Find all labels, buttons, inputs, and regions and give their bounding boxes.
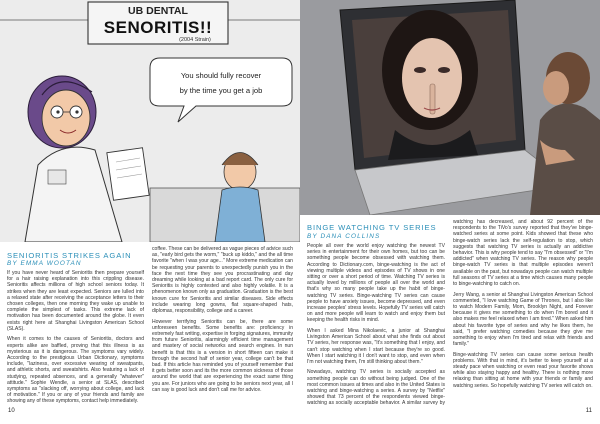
senioritis-comic	[0, 0, 300, 242]
laptop-screen	[340, 0, 525, 170]
left-article-byline: BY EMMA WOOTAN	[7, 260, 82, 267]
left-article-headline: SENIORITIS STRIKES AGAIN	[7, 251, 132, 260]
left-article-column-2	[152, 246, 293, 404]
right-article-headline: BINGE WATCHING TV SERIES	[307, 223, 437, 232]
right-article-byline: BY DANA COLLINS	[307, 233, 381, 240]
comic-ceiling-caption: UB DENTAL	[128, 5, 188, 17]
comic-year-note: (2004 Strain)	[179, 37, 211, 43]
right-col2-paragraph-3: Binge-watching TV series can cause some serious health problems. With that in mind, it's better to keep yourself at a steady pace when watching or even read your favorite shows while also staying happy and healthy. There is nothing more relaxing than sitting at home with your friends or family and watching series. So hopefully watching TV series will catch on.	[453, 351, 593, 389]
left-article-column-1	[7, 270, 144, 406]
right-col2-paragraph-2: Jerry Wang, a senior at Shanghai Livingston American School commented, "I love watching Game of Thrones, but I also like to watch Modern Family, Mom, Brooklyn Night, and Forever because it gives me something to do when I'm bored and it also makes me feel relaxed when I am tired." When asked him about his favorite type of series and why he likes them, he said, "I prefer watching comedies because they give me something to enjoy when I'm tired and relax with friends and family."	[453, 291, 593, 348]
right-article-column-1	[307, 243, 445, 406]
clipboard-illustration	[107, 148, 149, 201]
left-col1-paragraph-1: If you have never heard of Senioritis then prepare yourself for a hair raising explanation into this crippling disease. Senioritis affects millions of high school seniors today. It strikes when they are least expected. Seniors are lulled into a relaxed state after receiving the acceptance letters to their chosen colleges, then one morning they wake up unable to complete the simplest of tasks. This extreme lack of motivation has been documented around the globe. It even exists right here at Shanghai Livingston American School (SLAS).	[7, 270, 144, 332]
left-col2-paragraph-1: coffee. These can be delivered as vague pieces of advice such as, "early bird gets the worm," "buck up kiddo," and the all time favorite "when I was your age..." More extreme medication can be requesting your parents to unexpectedly punish you in the face the next time they see you procrastinating and day dreaming while looking at a bad report card. The only cure for Senioritis is highly contested and also highly volatile. It is a phenomenon known only as graduation. Graduation is the best known cure for Senioritis and similar diseases. Side effects include wearing long gowns, flat square-shaped hats, diplomas, responsibility, college and a career.	[152, 246, 293, 315]
right-col1-paragraph-1: People all over the world enjoy watching the newest TV series in entertainment for their own homes, but too can be something people become obsessed with watching them. According to Dictionary.com, binge-watching is the act of viewing multiple videos and episodes of TV shows in one sitting or over a short period of time. Watching TV series is actually loved by millions of people all over the world and that's why so many people take up the habit of binge-watching TV series. Binge-watching TV series can cause people to have anxiety issues, become depressed, and even increase peoples' stress levels. Hopefully TV series will catch on and more people will learn to watch and enjoy them but keeping the health risks in mind.	[307, 243, 445, 324]
right-page	[300, 0, 600, 424]
comic-illustration	[0, 0, 300, 242]
right-col2-paragraph-1: watching has decreased, and about 92 percent of the respondents to the TiVo's survey reported that they've binge-watched series at some point. Kids showed that these who binge-watch series lack the self-regulation to stop, which suggests that watching TV series is actually an addictive behavior. This is why people tend to say "I'm obsessed" or "I'm addicted" when watching TV series. The reason why people binge-watch TV series is that multiple episodes weren't available on the past, but nowadays people can watch multiple full seasons of TV series at a time which causes many people to binge-watching to catch on.	[453, 219, 593, 288]
right-article-column-2	[453, 219, 593, 406]
speech-line-2: by the time you get a job	[179, 86, 263, 95]
left-col2-paragraph-2: However terrifying Senioritis can be, there are some unforeseen benefits. Some benefits are: proficiency in extremely fast writing, expertise in forging signatures, immunity from future Senioritis, alarmingly efficient time management and mastery of social networks and search engines. In nun benefit is that this is a version in short fifteen can make it through the second half of senior year, college can't be that bad. If this article has reminded you of yourself remember that it gets better soon and its the more common sickness of those around the world that are experiencing the exact same thing you are. For juniors who are going to be seniors next year, all I can say is good luck and don't call me for advice.	[152, 318, 293, 393]
comic-title: SENORITIS!!	[103, 18, 213, 37]
right-col1-paragraph-2: When I asked Mina Nikolaevic, a junior at Shanghai Livingston American School about what she finds out about TV series, her response was, "It's something that I enjoy, and can't stop watching when I start because they're so good. When I start watching it I don't want to stop, and even when I'm not watching them, I'm still thinking about them."	[307, 327, 445, 365]
right-col1-paragraph-3: Nowadays, watching TV series is socially accepted as something people can do without being judged. One of the most common issues at times and also in the United States is watching and binge-watching a series. A survey by "Netflix" showed that 73 percent of the respondents viewed binge-watching as socially acceptable behavior. A similar survey by	[307, 369, 445, 406]
page-number-right: 11	[585, 408, 592, 414]
binge-watching-photo	[300, 0, 600, 215]
left-col1-paragraph-2: When it comes to the causes of Senioritis, doctors and experts alike are baffled, proving that this illness is as mysterious as it is dangerous. The symptoms vary widely. According to the prestigious Urban Dictionary, symptoms include, "laziness, over excessive wearing of sweatpants, and athletic shorts, and sweatshirts. Also featuring a lack of studying, repeated absences, and a generally "whatever" attitude." Sophie Wendle, a senior at SLAS, described symptoms as "slacking off, worrying about college, and lack of motivation." If you or any of your friends and family are showing any of these symptoms, contact help immediately.	[7, 336, 144, 405]
page-number-left: 10	[8, 408, 15, 414]
speech-line-1: You should fully recover	[180, 71, 262, 80]
photo-illustration	[300, 0, 600, 215]
